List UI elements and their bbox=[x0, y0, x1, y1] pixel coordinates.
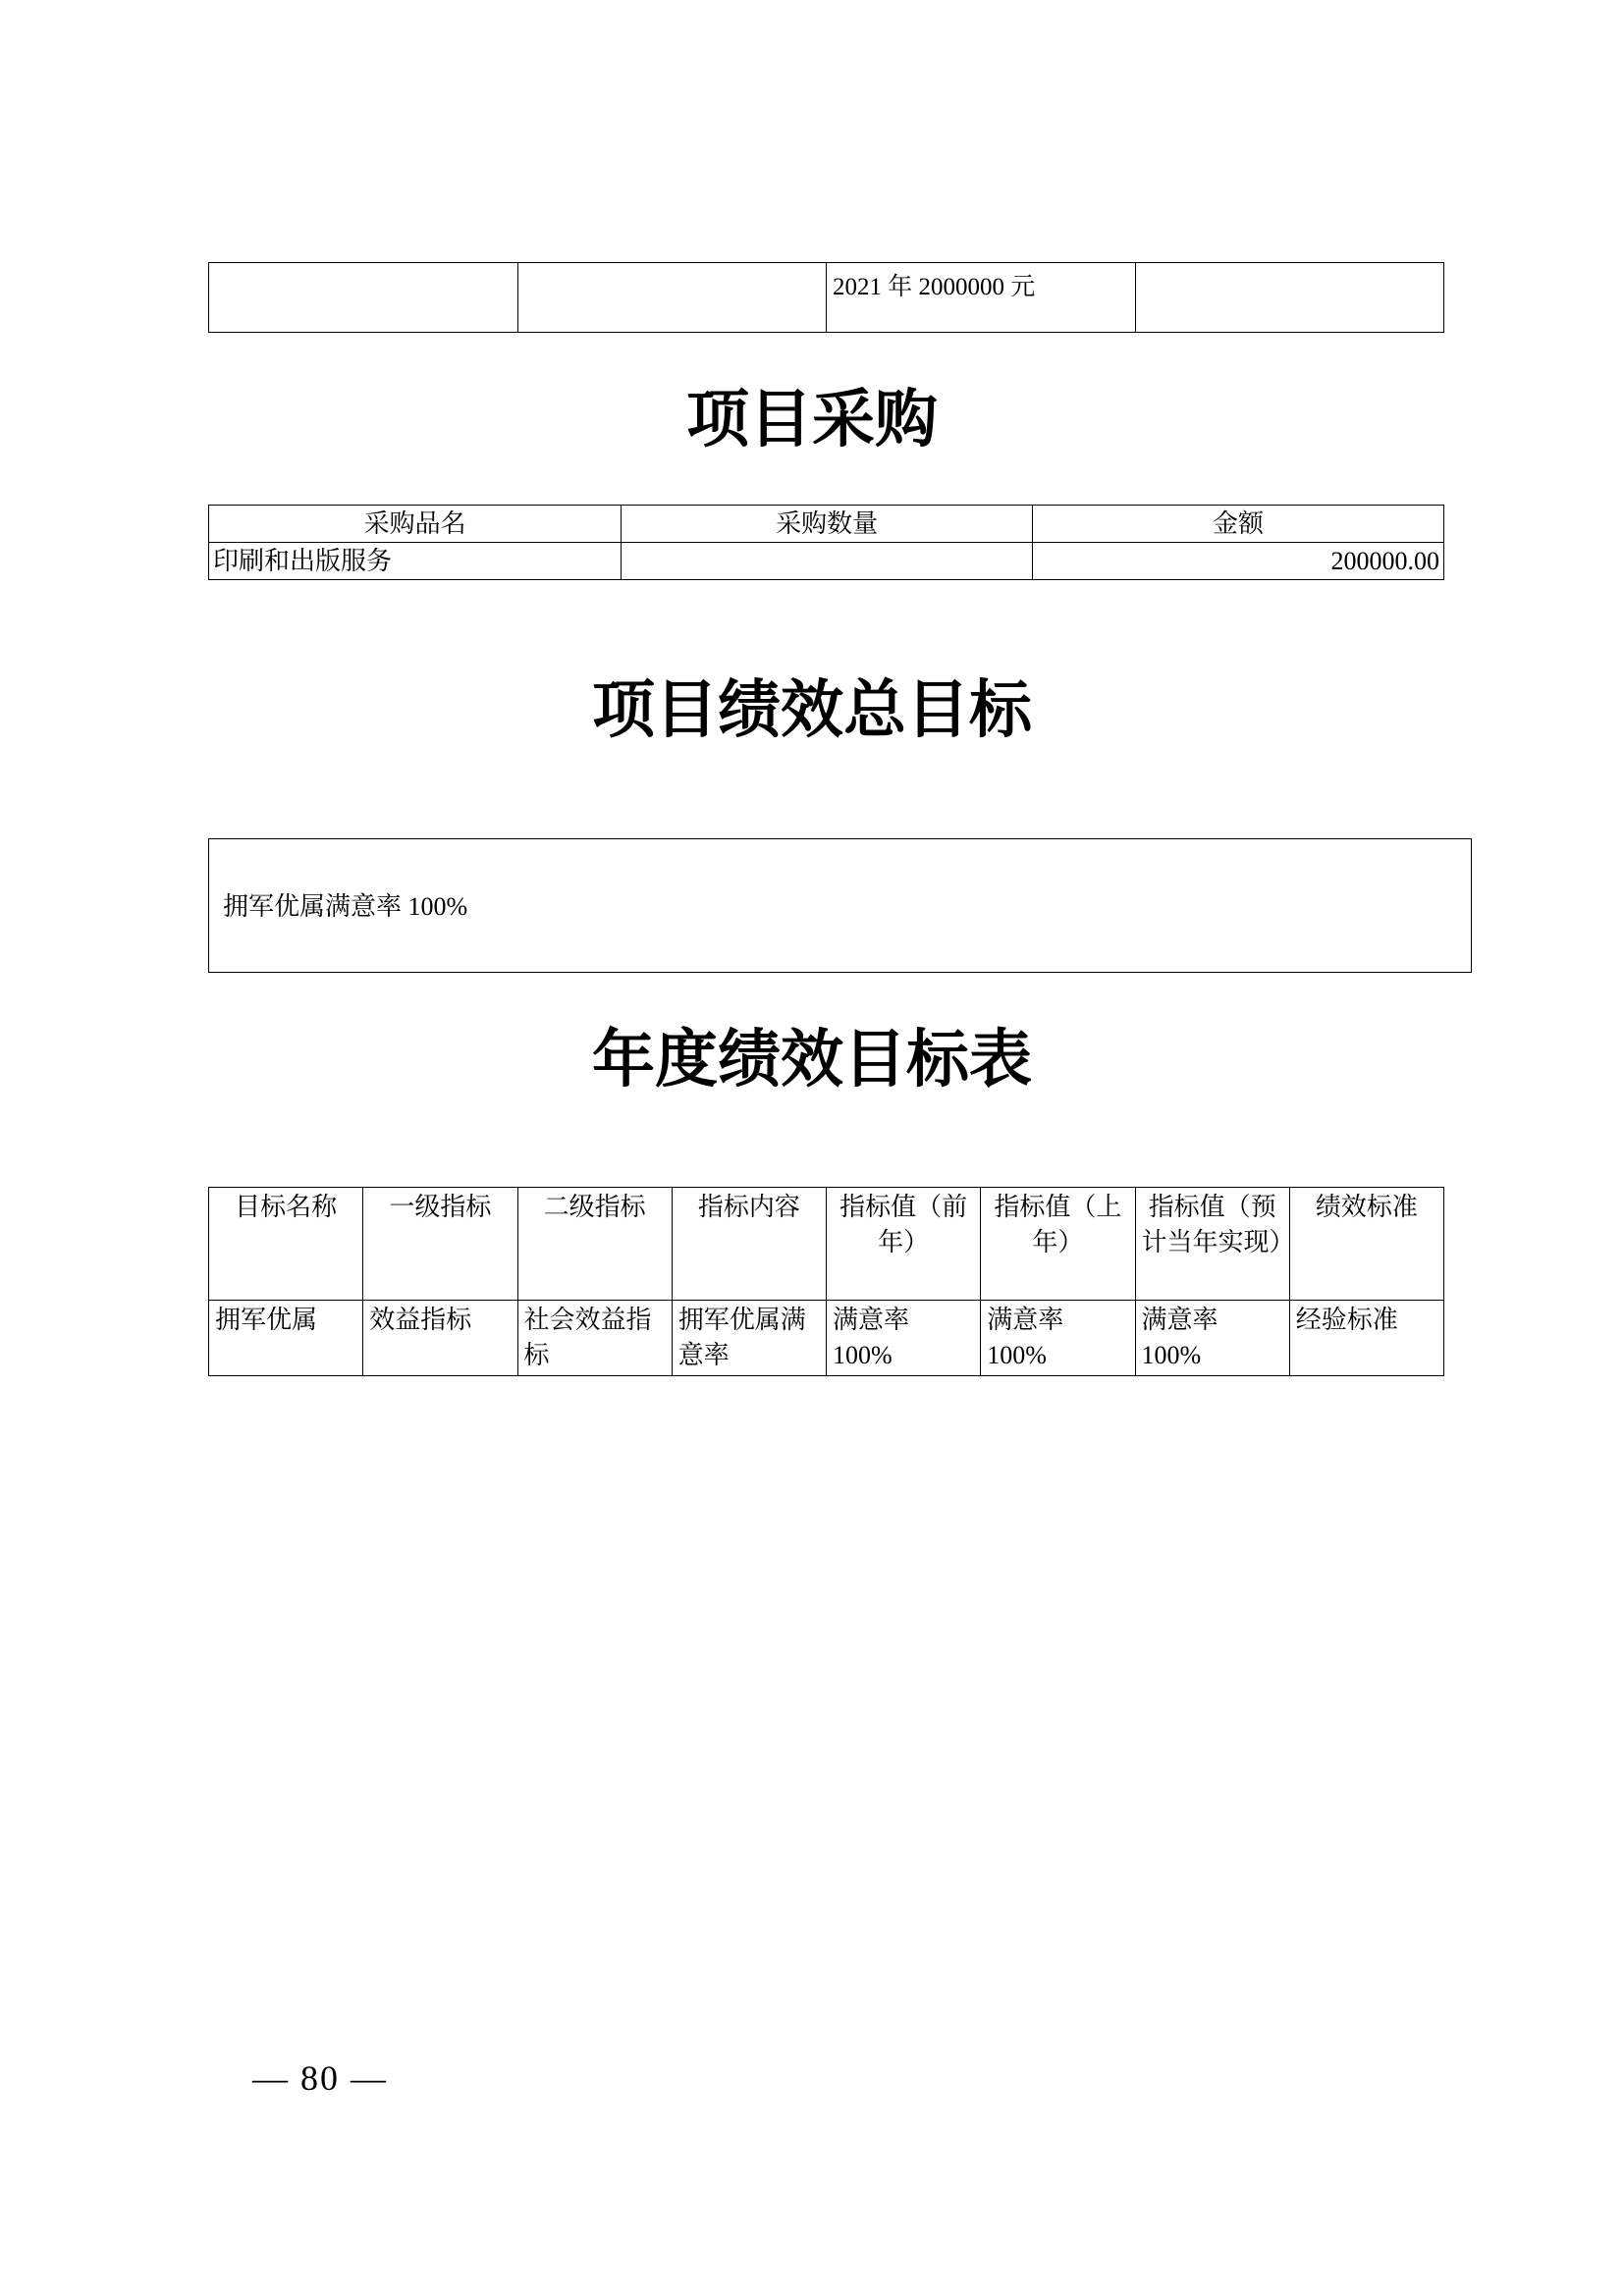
continuation-table bbox=[208, 262, 1444, 333]
column-header: 指标内容 bbox=[672, 1188, 826, 1301]
table-cell bbox=[517, 263, 827, 333]
column-header: 指标值（前年） bbox=[827, 1188, 981, 1301]
table-cell: 印刷和出版服务 bbox=[209, 543, 622, 580]
table-cell: 满意率 100% bbox=[827, 1301, 981, 1376]
table-cell: 满意率 100% bbox=[981, 1301, 1135, 1376]
overall-goal-box bbox=[208, 838, 1472, 973]
overall-goal-heading: 项目绩效总目标 bbox=[592, 674, 1032, 747]
column-header: 采购品名 bbox=[209, 506, 622, 543]
table-cell: 效益指标 bbox=[363, 1301, 517, 1376]
table-cell: 经验标准 bbox=[1289, 1301, 1443, 1376]
annual-goal-heading: 年度绩效目标表 bbox=[592, 1024, 1032, 1096]
column-header: 采购数量 bbox=[622, 506, 1033, 543]
overall-goal-text: 拥军优属满意率 100% bbox=[223, 892, 468, 921]
table-row bbox=[209, 1301, 1444, 1376]
column-header: 金额 bbox=[1033, 506, 1444, 543]
column-header: 一级指标 bbox=[363, 1188, 517, 1301]
table-cell bbox=[209, 263, 518, 333]
table-header-row bbox=[209, 506, 1444, 543]
column-header: 目标名称 bbox=[209, 1188, 363, 1301]
annual-goal-table bbox=[208, 1187, 1444, 1376]
table-cell: 拥军优属满意率 bbox=[672, 1301, 826, 1376]
column-header: 指标值（预计当年实现） bbox=[1135, 1188, 1289, 1301]
column-header: 二级指标 bbox=[517, 1188, 672, 1301]
column-header: 绩效标准 bbox=[1289, 1188, 1443, 1301]
procurement-heading: 项目采购 bbox=[686, 384, 938, 456]
table-header-row bbox=[209, 1188, 1444, 1301]
table-cell: 满意率 100% bbox=[1135, 1301, 1289, 1376]
table-cell: 社会效益指标 bbox=[517, 1301, 672, 1376]
table-cell bbox=[1135, 263, 1444, 333]
page-number: — 80 — bbox=[252, 2058, 388, 2098]
table-cell: 200000.00 bbox=[1033, 543, 1444, 580]
table-cell: 拥军优属 bbox=[209, 1301, 363, 1376]
column-header: 指标值（上年） bbox=[981, 1188, 1135, 1301]
table-cell bbox=[622, 543, 1033, 580]
table-row bbox=[209, 543, 1444, 580]
table-cell: 2021 年 2000000 元 bbox=[827, 263, 1136, 333]
procurement-table bbox=[208, 505, 1444, 580]
